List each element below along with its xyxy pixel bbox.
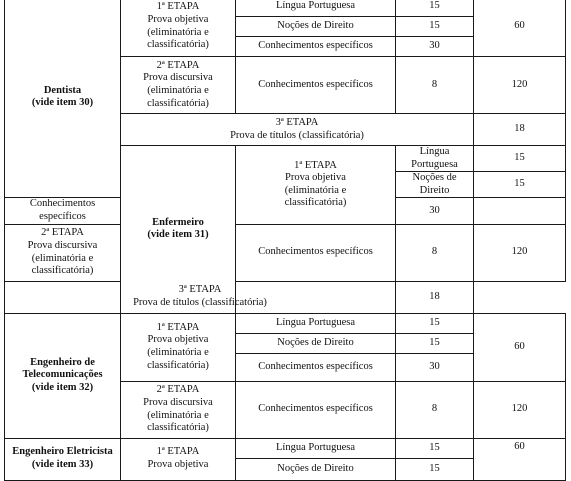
points-cell: 120 <box>474 381 566 438</box>
cargo-name: Engenheiro Eletricista <box>12 446 113 458</box>
etapa-titulos-cell <box>5 281 396 313</box>
etapa-type: Prova objetiva <box>147 459 209 471</box>
questions-cell: 8 <box>396 224 474 281</box>
subject-cell: Conhecimentos específicos <box>5 198 121 224</box>
questions-cell: 15 <box>396 313 474 333</box>
table-row <box>5 438 566 458</box>
etapa-title: 1ª ETAPA <box>156 1 200 13</box>
etapa-title: 2ª ETAPA <box>156 59 200 71</box>
etapa-cell <box>236 146 396 225</box>
questions-cell: 30 <box>396 198 474 224</box>
points-cell: 120 <box>474 224 566 281</box>
etapa-cell <box>121 0 236 57</box>
etapa-character: classificatória) <box>147 39 209 51</box>
cargo-reference: (vide item 32) <box>31 381 94 393</box>
questions-cell: 8 <box>396 57 474 114</box>
etapa-type: Prova discursiva <box>27 239 98 251</box>
etapa-character: (eliminatória e <box>31 252 94 264</box>
etapa-character: classificatória) <box>147 422 209 434</box>
subject-cell: Conhecimentos específicos <box>236 381 396 438</box>
points-cell: 18 <box>474 114 566 146</box>
exam-table <box>4 0 566 481</box>
table-row <box>5 224 566 281</box>
subject-cell: Conhecimentos específicos <box>236 57 396 114</box>
etapa-type: Prova objetiva <box>147 13 209 25</box>
subject-cell: Noções de Direito <box>396 172 474 198</box>
points-cell: 60 <box>474 438 566 480</box>
questions-cell: 30 <box>396 37 474 57</box>
etapa-character: (eliminatória e <box>284 184 347 196</box>
etapa-character: (eliminatória e <box>147 347 209 359</box>
etapa-type: Prova discursiva <box>143 72 213 84</box>
questions-cell: 15 <box>396 17 474 37</box>
cargo-reference: (vide item 33) <box>31 459 94 471</box>
etapa-title: 2ª ETAPA <box>41 227 84 239</box>
questions-cell: 30 <box>396 353 474 381</box>
subject-cell: Conhecimentos específicos <box>236 224 396 281</box>
subject-cell: Conhecimentos específicos <box>236 37 396 57</box>
cargo-name: Telecomunicações <box>22 369 103 381</box>
questions-cell: 15 <box>396 0 474 17</box>
etapa-character: (eliminatória e <box>147 409 209 421</box>
etapa-character: (eliminatória e <box>147 85 209 96</box>
cargo-cell <box>5 0 121 198</box>
etapa-type: Prova de títulos (classificatória) <box>230 129 364 141</box>
etapa-type: Prova objetiva <box>147 334 209 346</box>
subject-cell: Noções de Direito <box>236 17 396 37</box>
cargo-reference: (vide item 31) <box>147 229 209 241</box>
table-row <box>5 313 566 333</box>
etapa-cell <box>121 381 236 438</box>
points-cell: 18 <box>396 281 474 313</box>
etapa-title: 1ª ETAPA <box>294 159 337 171</box>
etapa-character: classificatória) <box>147 97 209 109</box>
questions-cell: 15 <box>474 146 566 172</box>
etapa-cell <box>121 313 236 381</box>
subject-cell: Noções de Direito <box>236 458 396 480</box>
points-cell: 120 <box>474 57 566 114</box>
questions-cell: 15 <box>396 333 474 353</box>
subject-cell: Língua Portuguesa <box>236 438 396 458</box>
etapa-title: 1ª ETAPA <box>156 446 200 458</box>
subject-cell: Conhecimentos específicos <box>236 353 396 381</box>
etapa-cell <box>121 438 236 480</box>
questions-cell: 8 <box>396 381 474 438</box>
etapa-character: (eliminatória e <box>147 26 209 38</box>
table-row <box>5 281 566 313</box>
etapa-title: 3ª ETAPA <box>178 284 222 296</box>
etapa-character: classificatória) <box>284 197 347 209</box>
subject-cell: Noções de Direito <box>236 333 396 353</box>
etapa-titulos-cell <box>121 114 474 146</box>
points-cell: 60 <box>474 313 566 381</box>
etapa-type: Prova discursiva <box>143 396 213 408</box>
etapa-title: 2ª ETAPA <box>156 384 200 396</box>
table-row <box>5 0 566 17</box>
cargo-name: Enfermeiro <box>152 216 204 228</box>
subject-cell: Língua Portuguesa <box>236 0 396 17</box>
points-cell: 60 <box>474 0 566 57</box>
etapa-title: 1ª ETAPA <box>156 321 200 333</box>
etapa-title: 3ª ETAPA <box>275 116 319 128</box>
cargo-name: Engenheiro de <box>30 356 95 368</box>
subject-cell: Língua Portuguesa <box>396 146 474 172</box>
cargo-cell <box>5 313 121 438</box>
etapa-character: classificatória) <box>147 359 209 371</box>
questions-cell: 15 <box>396 458 474 480</box>
etapa-type: Prova de títulos (classificatória) <box>133 297 267 309</box>
etapa-type: Prova objetiva <box>285 172 346 184</box>
questions-cell: 15 <box>474 172 566 198</box>
etapa-cell <box>5 224 121 281</box>
etapa-character: classificatória) <box>31 265 94 277</box>
subject-cell: Língua Portuguesa <box>236 313 396 333</box>
cargo-name: Dentista <box>43 84 82 96</box>
cargo-cell <box>5 438 121 480</box>
questions-cell: 15 <box>396 438 474 458</box>
etapa-cell <box>121 57 236 114</box>
cargo-reference: (vide item 30) <box>31 97 94 109</box>
